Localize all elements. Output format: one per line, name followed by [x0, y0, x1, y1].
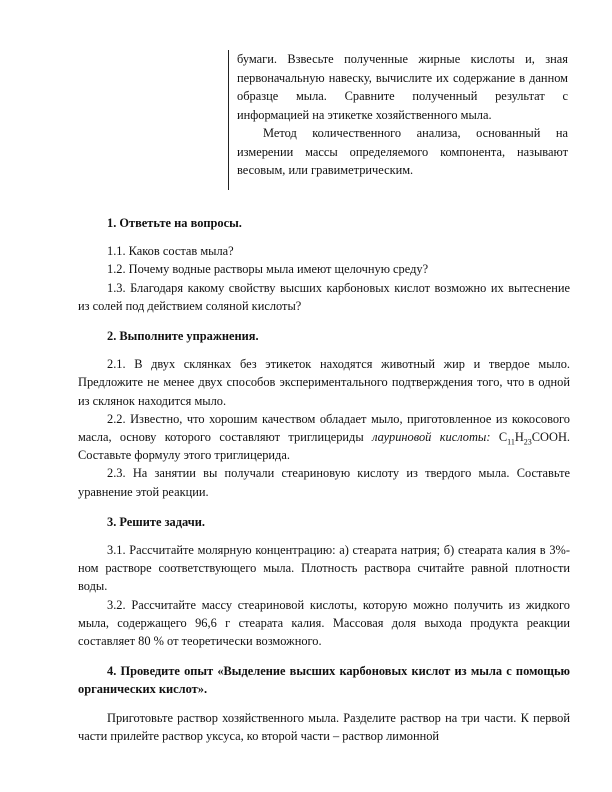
exercise-2-1: 2.1. В двух склянках без этикеток находятся животный жир и твердое мыло. Предложите не менее двух способов экспериментального подтверждения того, что в одной из склянок находится мыло. — [78, 357, 570, 408]
intro-paragraph-2: Метод количественного анализа, основанный на измерении массы определяемого компонента, называют весовым, или гравиметрическим. — [237, 126, 568, 177]
task-3-2: 3.2. Рассчитайте массу стеариновой кислоты, которую можно получить из жидкого мыла, содержащего 96,6 г стеарата калия. Массовая доля выхода продукта реакции составляет 80 % от теоретически возможного. — [78, 597, 570, 649]
exercise-2-2-rest: COOH. Составьте формулу этого триглицерида. — [78, 430, 570, 463]
task-3-1: 3.1. Рассчитайте молярную концентрацию: а) стеарата натрия; б) стеарата калия в 3%-ном растворе соответствующего мыла. Плотность раствора считайте равной плотности воды. — [78, 543, 570, 594]
section-3-title: 3. Решите задачи. — [107, 514, 205, 529]
question-1-2: 1.2. Почему водные растворы мыла имеют щелочную среду? — [107, 262, 429, 277]
main-content — [78, 214, 570, 745]
section-1-title: 1. Ответьте на вопросы. — [107, 216, 242, 230]
formula-c: C — [498, 430, 508, 445]
formula-sub-11: 11 — [507, 437, 515, 447]
section-2-title: 2. Выполните упражнения. — [107, 329, 259, 344]
exercise-2-2-text: 2.2. Известно, что хорошим качеством обладает мыло, приготовленное из кокосового масла, основу которого составляют триглицериды — [78, 411, 570, 445]
formula-h: H — [514, 430, 524, 445]
question-1-3: 1.3. Благодаря какому свойству высших карбоновых кислот возможно их вытеснение из солей под действием соляной кислоты? — [78, 280, 570, 313]
formula-sub-23: 23 — [523, 437, 532, 447]
intro-box — [228, 50, 568, 190]
exercise-2-3: 2.3. На занятии вы получали стеариновую кислоту из твердого мыла. Составьте уравнение этой реакции. — [78, 466, 570, 499]
section-4-paragraph: Приготовьте раствор хозяйственного мыла. Разделите раствор на три части. К первой части прилейте раствор уксуса, ко второй части – раствор лимонной — [78, 710, 570, 743]
exercise-2-2 — [78, 410, 570, 465]
section-4-title: 4. Проведите опыт «Выделение высших карбоновых кислот из мыла с помощью органических кислот». — [78, 664, 570, 697]
exercise-2-2-italic: лауриновой кислоты: — [372, 430, 491, 445]
question-1-1: 1.1. Каков состав мыла? — [107, 244, 234, 259]
intro-paragraph-1: бумаги. Взвесьте полученные жирные кислоты и, зная первоначальную навеску, вычислите их содержание в данном образце мыла. Сравните полученный результат с информацией на этикетке хозяйственного мыла. — [237, 52, 568, 122]
